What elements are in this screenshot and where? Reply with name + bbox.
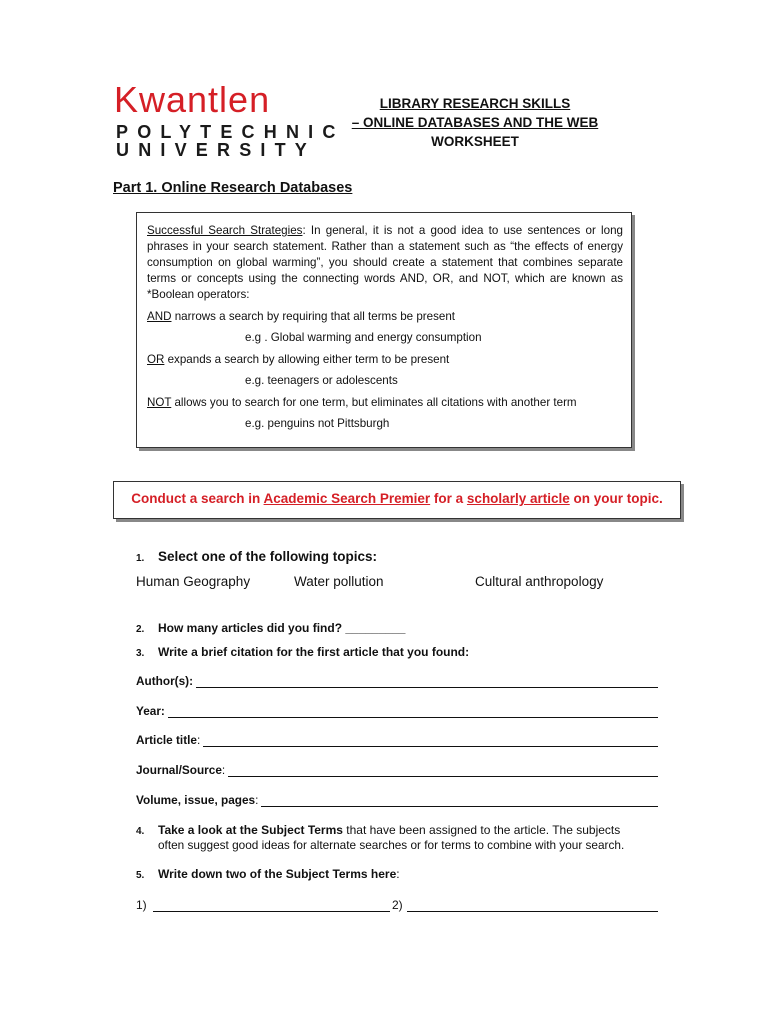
- journal-colon: :: [221, 763, 226, 777]
- topic-water-pollution: Water pollution: [294, 574, 384, 589]
- year-field: [136, 704, 658, 718]
- part1-heading: Part 1. Online Research Databases: [113, 180, 353, 196]
- or-term: OR: [147, 353, 165, 366]
- strategies-paragraph: [147, 223, 623, 303]
- and-text: narrows a search by requiring that all terms be present: [171, 310, 456, 323]
- journal-line[interactable]: [228, 764, 658, 777]
- question-3: [136, 645, 469, 659]
- question-5-text: Write down two of the Subject Terms here: [158, 867, 397, 881]
- strategies-text: : In general, it is not a good idea to use sentences or long phrases in your search statement. Rather than a statement such as “the effects of energy consumption on global warming”, you should create a statement that combines separate terms or concepts using the connecting words AND, OR, and NOT, which are known as *Boolean operators:: [147, 224, 623, 301]
- subject-term-2: [392, 898, 658, 912]
- author-line[interactable]: [196, 675, 658, 688]
- question-4: [136, 823, 620, 837]
- year-line[interactable]: [168, 705, 658, 718]
- subject-term-1-line[interactable]: [153, 899, 390, 912]
- question-4-line-2: often suggest good ideas for alternate searches or for terms to combine with your search.: [158, 838, 625, 852]
- question-1-text: Select one of the following topics:: [158, 549, 378, 564]
- question-1: [136, 549, 377, 564]
- volume-line[interactable]: [261, 794, 658, 807]
- subject-term-2-label: 2): [392, 898, 403, 912]
- question-3-text: Write a brief citation for the first article that you found:: [158, 645, 470, 659]
- topic-cultural-anthropology: Cultural anthropology: [475, 574, 604, 589]
- article-title-field: [136, 733, 658, 747]
- question-2-text: How many articles did you find? _________: [158, 621, 406, 635]
- article-title-colon: :: [196, 733, 201, 747]
- year-label: Year:: [136, 704, 165, 718]
- subject-term-1: [136, 898, 390, 912]
- article-title-label: Article title: [136, 733, 197, 747]
- journal-field: [136, 763, 658, 777]
- logo-wordmark: Kwantlen: [114, 79, 271, 120]
- author-field: [136, 674, 658, 688]
- question-5-colon: :: [396, 867, 400, 881]
- question-1-number: 1.: [136, 553, 145, 564]
- search-callout-box: [113, 481, 681, 519]
- question-2-number: 2.: [136, 624, 145, 635]
- academic-search-premier-link: Academic Search Premier: [263, 491, 431, 506]
- question-3-number: 3.: [136, 648, 145, 659]
- and-example: e.g . Global warming and energy consumption: [245, 331, 482, 344]
- operator-and: [147, 309, 623, 325]
- volume-field: [136, 793, 658, 807]
- or-text: expands a search by allowing either term to be present: [164, 353, 450, 366]
- question-5-number: 5.: [136, 870, 145, 881]
- not-example: e.g. penguins not Pittsburgh: [245, 417, 390, 430]
- operator-or: [147, 352, 623, 368]
- callout-text-2: for a: [430, 491, 467, 506]
- not-text: allows you to search for one term, but eliminates all citations with another term: [171, 396, 577, 409]
- and-term: AND: [147, 310, 172, 323]
- question-2: [136, 621, 405, 635]
- journal-label: Journal/Source: [136, 763, 222, 777]
- callout-text-3: on your topic.: [569, 491, 663, 506]
- scholarly-article-link: scholarly article: [466, 491, 570, 506]
- subject-term-2-line[interactable]: [407, 899, 658, 912]
- question-5: [136, 867, 400, 881]
- title-line-2: – ONLINE DATABASES AND THE WEB: [351, 115, 599, 130]
- question-4-rest: that have been assigned to the article. The subjects: [342, 823, 621, 837]
- operator-not: [147, 395, 623, 411]
- or-example: e.g. teenagers or adolescents: [245, 374, 398, 387]
- topic-human-geography: Human Geography: [136, 574, 251, 589]
- subject-term-1-label: 1): [136, 898, 147, 912]
- volume-label: Volume, issue, pages: [136, 793, 256, 807]
- question-4-number: 4.: [136, 826, 145, 837]
- callout-text-1: Conduct a search in: [131, 491, 264, 506]
- article-title-line[interactable]: [203, 734, 658, 747]
- logo-line-polytechnic: POLYTECHNIC: [116, 122, 345, 142]
- strategies-lead: Successful Search Strategies: [147, 224, 303, 237]
- not-term: NOT: [147, 396, 172, 409]
- logo-line-university: UNIVERSITY: [116, 140, 317, 160]
- title-line-1: LIBRARY RESEARCH SKILLS: [379, 96, 571, 111]
- worksheet-title: [330, 94, 620, 151]
- author-label: Author(s):: [136, 674, 194, 688]
- volume-colon: :: [255, 793, 259, 807]
- title-line-3: WORKSHEET: [431, 134, 519, 149]
- question-4-bold: Take a look at the Subject Terms: [158, 823, 343, 837]
- search-strategies-box: [136, 212, 632, 448]
